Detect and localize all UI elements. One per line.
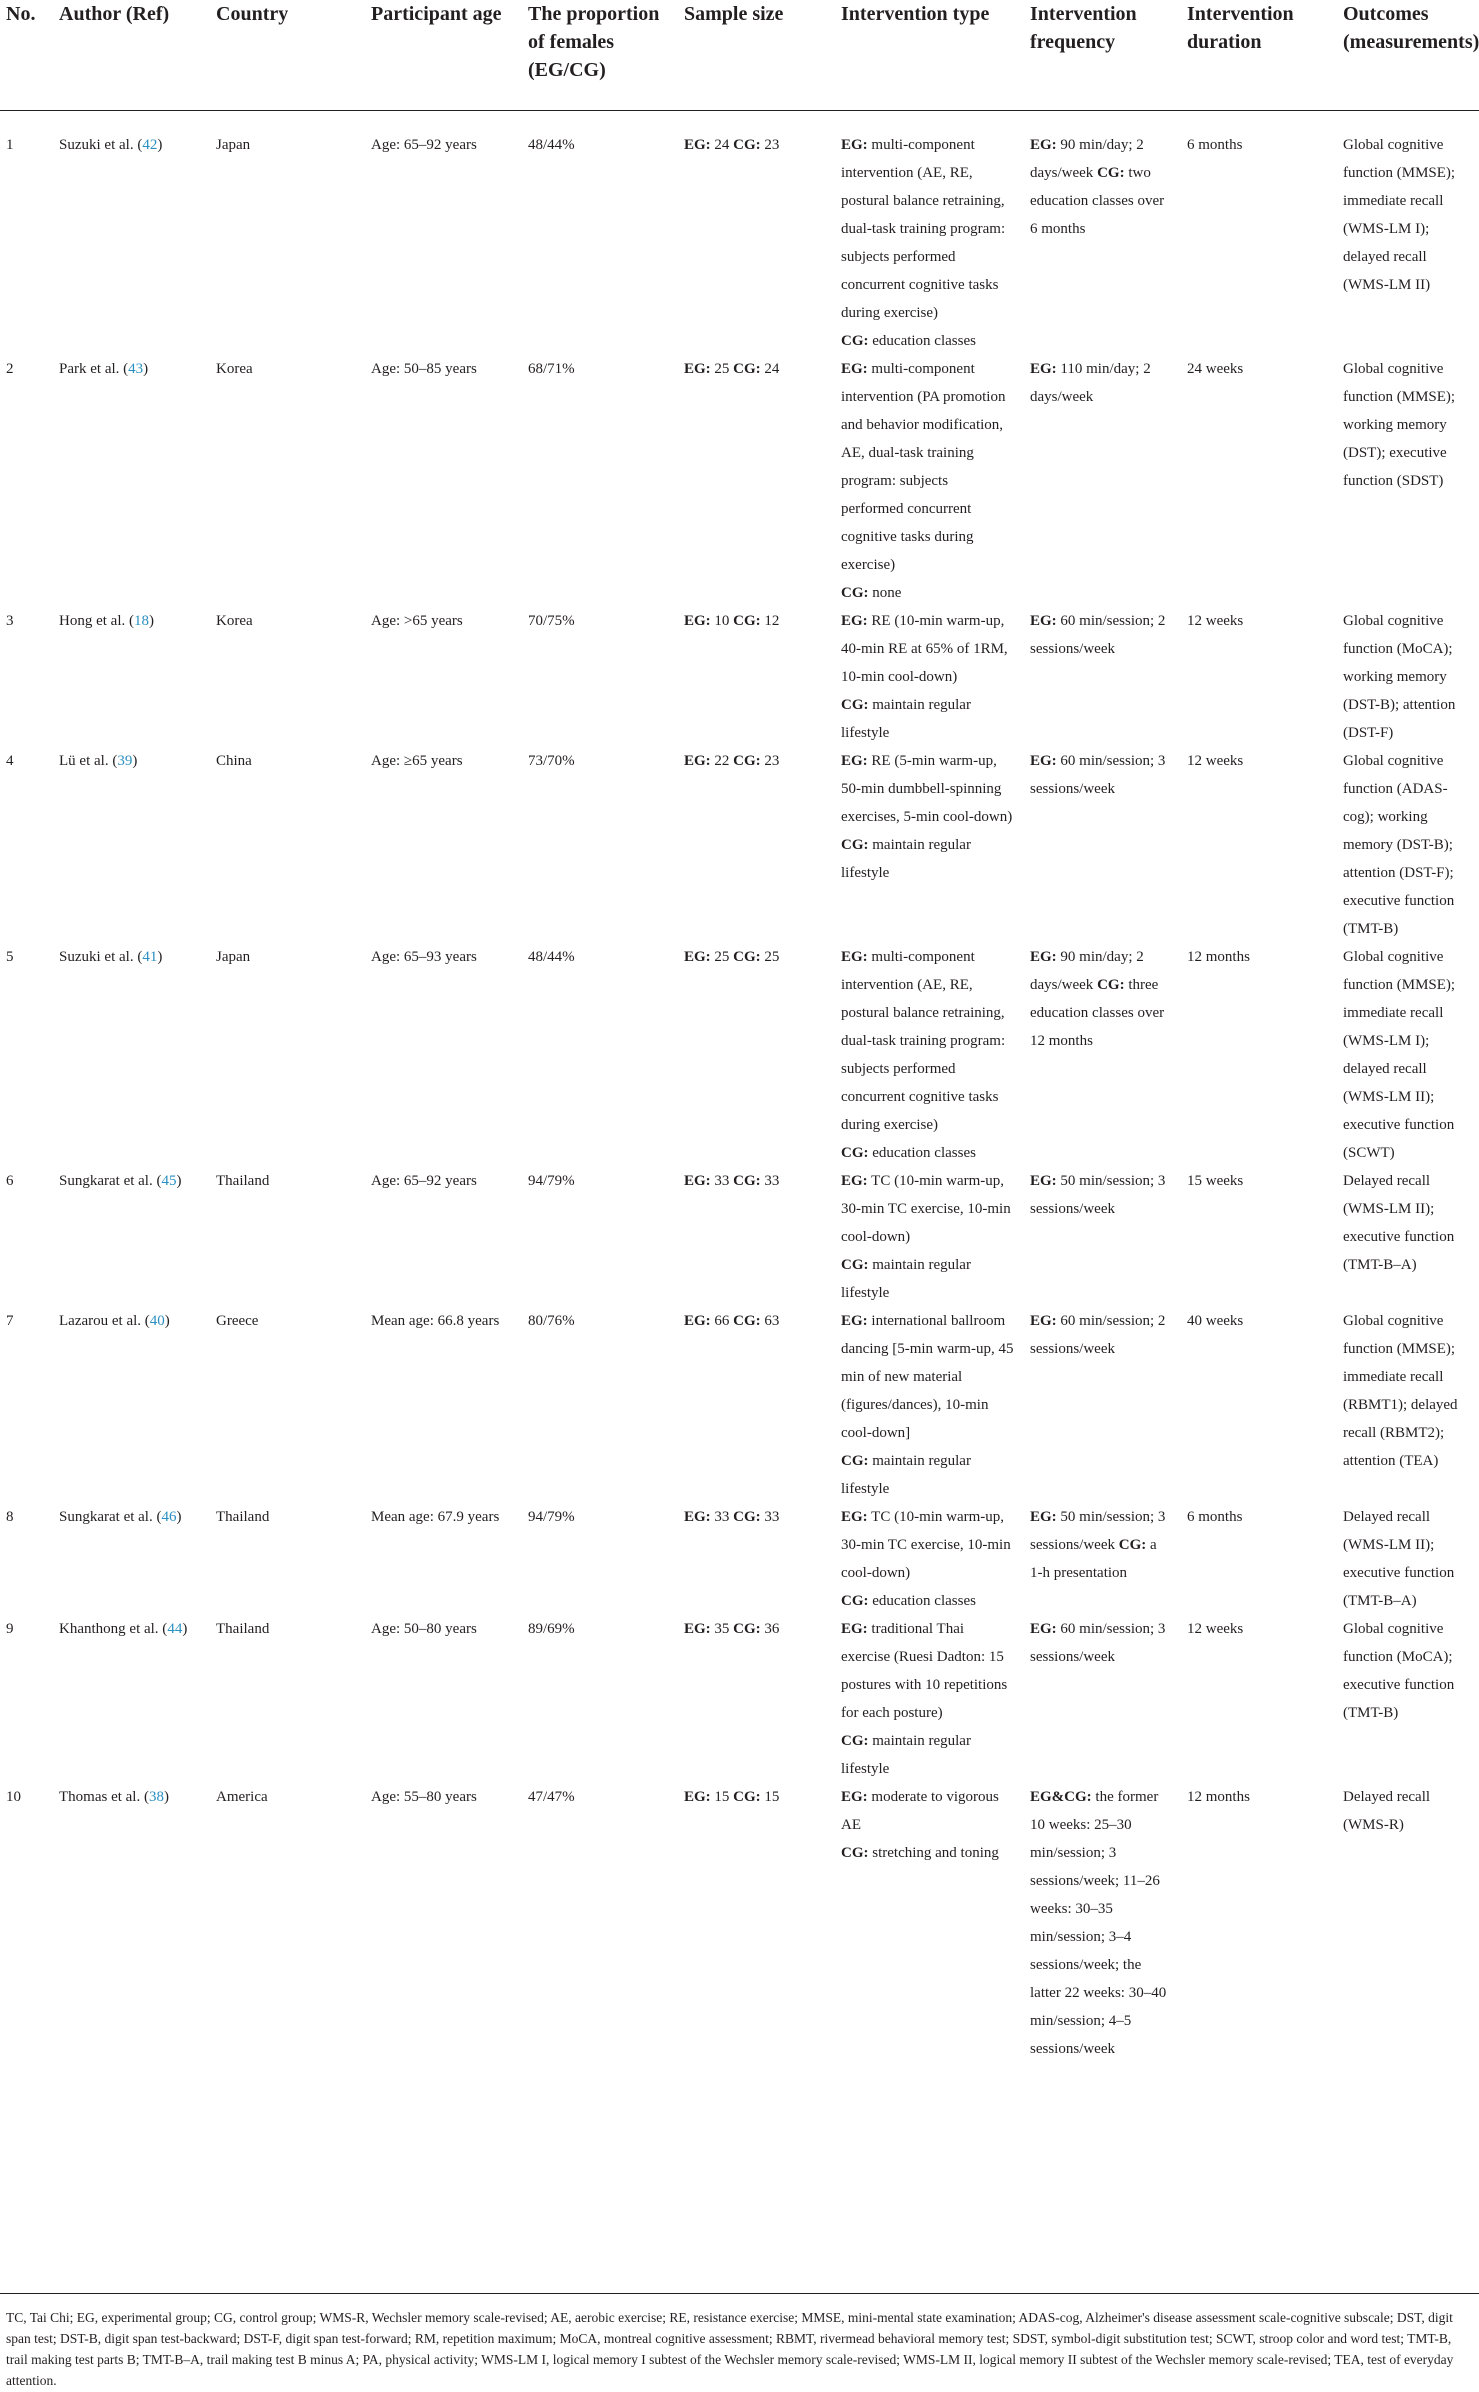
sample-cg-label: CG: (733, 1313, 761, 1329)
cell-sample-size (678, 1307, 835, 1503)
cell-intervention-duration: 40 weeks (1187, 1313, 1244, 1329)
cell-intervention-type (835, 1615, 1024, 1783)
sample-cg-value: 23 (764, 753, 780, 769)
intervention-cg (841, 1139, 1014, 1167)
author-name: Thomas et al. ( (59, 1789, 149, 1805)
cell-participant-age: Age: ≥65 years (371, 753, 463, 769)
intervention-cg-label: CG: (841, 333, 869, 349)
table-row (0, 1615, 1479, 1783)
column-header-no: No. (6, 3, 36, 25)
table-bottom-rule (0, 2293, 1479, 2294)
intervention-eg-text: moderate to vigorous AE (841, 1789, 999, 1833)
column-header-female-proportion: The proportion of females (EG/CG) (528, 3, 660, 81)
column-header-author: Author (Ref) (59, 3, 170, 25)
frequency-cg-text: a 1-h presentation (1030, 1537, 1157, 1581)
cell-intervention-duration: 12 weeks (1187, 613, 1244, 629)
column-header-intervention-duration: Intervention duration (1187, 3, 1294, 53)
intervention-cg-label: CG: (841, 1453, 869, 1469)
cell-intervention-type (835, 607, 1024, 747)
intervention-cg-text: education classes (872, 1145, 976, 1161)
reference-link[interactable]: 18 (133, 613, 149, 629)
cell-sample-size (678, 1503, 835, 1615)
cell-female-proportion: 80/76% (528, 1313, 575, 1329)
sample-eg-value: 10 (714, 613, 730, 629)
sample-eg-label: EG: (684, 1313, 711, 1329)
intervention-cg-text: maintain regular lifestyle (841, 1257, 971, 1301)
frequency-cg-label: CG: (1097, 165, 1125, 181)
sample-cg-value: 12 (764, 613, 780, 629)
sample-eg-label: EG: (684, 613, 711, 629)
frequency-eg-label: EG: (1030, 1621, 1057, 1637)
cell-intervention-type (835, 747, 1024, 943)
cell-author: Khanthong et al. (44) (59, 1621, 188, 1637)
intervention-eg (841, 355, 1014, 579)
sample-eg-value: 35 (714, 1621, 730, 1637)
frequency-eg-text: 90 min/day; 2 days/week (1030, 949, 1144, 993)
frequency-eg-text: 50 min/session; 3 sessions/week (1030, 1173, 1166, 1217)
cell-outcomes: Global cognitive function (MoCA); executive function (TMT-B) (1343, 1621, 1455, 1721)
cell-intervention-duration: 15 weeks (1187, 1173, 1244, 1189)
author-name: Lü et al. ( (59, 753, 118, 769)
column-header-sample-size: Sample size (684, 3, 784, 25)
cell-sample-size (678, 1167, 835, 1307)
intervention-eg-label: EG: (841, 949, 868, 965)
cell-participant-age: Mean age: 66.8 years (371, 1313, 500, 1329)
frequency-text (1030, 747, 1171, 803)
intervention-cg (841, 1727, 1014, 1783)
intervention-eg-label: EG: (841, 361, 868, 377)
cell-no: 5 (6, 949, 14, 965)
cell-no: 6 (6, 1173, 14, 1189)
intervention-cg-text: education classes (872, 333, 976, 349)
cell-no: 10 (6, 1789, 21, 1805)
sample-cg-label: CG: (733, 949, 761, 965)
intervention-eg (841, 1307, 1014, 1447)
sample-eg-label: EG: (684, 753, 711, 769)
table-row (0, 1783, 1479, 2063)
cell-country: Korea (216, 361, 253, 377)
sample-cg-value: 15 (764, 1789, 780, 1805)
sample-cg-value: 33 (764, 1509, 780, 1525)
frequency-eg-text: 60 min/session; 2 sessions/week (1030, 1313, 1166, 1357)
frequency-eg-text: 50 min/session; 3 sessions/week (1030, 1509, 1166, 1553)
frequency-eg-label: EG: (1030, 137, 1057, 153)
cell-country: China (216, 753, 252, 769)
sample-eg-value: 15 (714, 1789, 730, 1805)
reference-link[interactable]: 46 (161, 1509, 177, 1525)
intervention-cg (841, 691, 1014, 747)
reference-link[interactable]: 45 (161, 1173, 177, 1189)
cell-author: Suzuki et al. (41) (59, 949, 163, 965)
cell-country: Korea (216, 613, 253, 629)
intervention-cg (841, 1839, 1014, 1867)
table-row (0, 355, 1479, 607)
frequency-eg-label: EG: (1030, 1313, 1057, 1329)
sample-eg-value: 24 (714, 137, 730, 153)
frequency-text (1030, 1783, 1171, 2063)
cell-no: 9 (6, 1621, 14, 1637)
frequency-eg-label: EG: (1030, 1509, 1057, 1525)
intervention-eg-label: EG: (841, 1509, 868, 1525)
cell-author: Suzuki et al. (42) (59, 137, 163, 153)
sample-cg-label: CG: (733, 1173, 761, 1189)
reference-link[interactable]: 41 (142, 949, 158, 965)
intervention-eg-text: traditional Thai exercise (Ruesi Dadton: 15 postures with 10 repetitions for each posture) (841, 1621, 1008, 1721)
intervention-cg-text: maintain regular lifestyle (841, 697, 971, 741)
sample-cg-value: 36 (764, 1621, 780, 1637)
cell-intervention-duration: 12 weeks (1187, 1621, 1244, 1637)
intervention-eg-label: EG: (841, 137, 868, 153)
frequency-eg-text: 110 min/day; 2 days/week (1030, 361, 1151, 405)
cell-intervention-frequency (1024, 1615, 1181, 1783)
author-name: Suzuki et al. ( (59, 949, 143, 965)
sample-eg-value: 33 (714, 1173, 730, 1189)
frequency-cg-text: two education classes over 6 months (1030, 165, 1165, 237)
intervention-eg-text: multi-component intervention (AE, RE, postural balance retraining, dual-task training program: subjects performed concurrent cognitive tasks during exercise) (841, 137, 1006, 321)
cell-intervention-duration: 24 weeks (1187, 361, 1244, 377)
column-header-intervention-type: Intervention type (841, 3, 990, 25)
cell-intervention-type (835, 943, 1024, 1167)
sample-cg-value: 63 (764, 1313, 780, 1329)
cell-outcomes: Delayed recall (WMS-LM II); executive function (TMT-B–A) (1343, 1173, 1455, 1273)
frequency-text (1030, 943, 1171, 1055)
frequency-text (1030, 1167, 1171, 1223)
intervention-eg-label: EG: (841, 1173, 868, 1189)
cell-outcomes: Delayed recall (WMS-R) (1343, 1789, 1431, 1833)
cell-author: Thomas et al. (38) (59, 1789, 169, 1805)
cell-sample-size (678, 111, 835, 355)
intervention-eg-label: EG: (841, 613, 868, 629)
cell-intervention-frequency (1024, 747, 1181, 943)
author-name: Suzuki et al. ( (59, 137, 143, 153)
cell-female-proportion: 68/71% (528, 361, 575, 377)
sample-eg-value: 33 (714, 1509, 730, 1525)
cell-intervention-frequency (1024, 943, 1181, 1167)
sample-cg-value: 24 (764, 361, 780, 377)
author-name: Khanthong et al. ( (59, 1621, 168, 1637)
author-name: Sungkarat et al. ( (59, 1173, 162, 1189)
sample-cg-value: 33 (764, 1173, 780, 1189)
cell-female-proportion: 48/44% (528, 949, 575, 965)
sample-cg-label: CG: (733, 753, 761, 769)
cell-intervention-frequency (1024, 1167, 1181, 1307)
frequency-eg-text: 60 min/session; 3 sessions/week (1030, 753, 1166, 797)
intervention-cg-label: CG: (841, 1845, 869, 1861)
cell-outcomes: Global cognitive function (ADAS-cog); working memory (DST-B); attention (DST-F); executive function (TMT-B) (1343, 753, 1455, 937)
frequency-eg-label: EG: (1030, 949, 1057, 965)
reference-link[interactable]: 42 (142, 137, 158, 153)
cell-country: America (216, 1789, 268, 1805)
cell-intervention-duration: 6 months (1187, 137, 1243, 153)
cell-outcomes: Global cognitive function (MoCA); working memory (DST-B); attention (DST-F) (1343, 613, 1456, 741)
sample-cg-label: CG: (733, 1789, 761, 1805)
intervention-cg (841, 579, 1014, 607)
cell-country: Japan (216, 137, 251, 153)
cell-participant-age: Mean age: 67.9 years (371, 1509, 500, 1525)
intervention-cg-label: CG: (841, 837, 869, 853)
frequency-eg-text: 60 min/session; 2 sessions/week (1030, 613, 1166, 657)
sample-cg-label: CG: (733, 613, 761, 629)
intervention-eg (841, 1615, 1014, 1727)
cell-intervention-type (835, 1783, 1024, 2063)
cell-country: Thailand (216, 1509, 270, 1525)
cell-intervention-duration: 12 months (1187, 949, 1250, 965)
cell-sample-size (678, 1783, 835, 2063)
cell-author: Park et al. (43) (59, 361, 149, 377)
sample-eg-value: 25 (714, 949, 730, 965)
intervention-cg-text: stretching and toning (872, 1845, 999, 1861)
intervention-eg-label: EG: (841, 753, 868, 769)
table-header (0, 0, 1479, 111)
cell-outcomes: Global cognitive function (MMSE); immediate recall (WMS-LM I); delayed recall (WMS-LM II); executive function (SCWT) (1343, 949, 1456, 1161)
intervention-eg-text: RE (5-min warm-up, 50-min dumbbell-spinning exercises, 5-min cool-down) (841, 753, 1013, 825)
cell-participant-age: Age: 50–80 years (371, 1621, 477, 1637)
cell-author: Lazarou et al. (40) (59, 1313, 170, 1329)
cell-no: 3 (6, 613, 14, 629)
sample-eg-label: EG: (684, 1173, 711, 1189)
cell-sample-size (678, 747, 835, 943)
intervention-eg (841, 747, 1014, 831)
intervention-eg-label: EG: (841, 1789, 868, 1805)
intervention-cg (841, 831, 1014, 887)
frequency-text (1030, 1615, 1171, 1671)
intervention-eg (841, 1783, 1014, 1839)
intervention-eg-text: multi-component intervention (AE, RE, postural balance retraining, dual-task training program: subjects performed concurrent cognitive tasks during exercise) (841, 949, 1006, 1133)
sample-eg-label: EG: (684, 1621, 711, 1637)
cell-female-proportion: 47/47% (528, 1789, 575, 1805)
cell-author: Hong et al. (18) (59, 613, 154, 629)
intervention-cg-text: maintain regular lifestyle (841, 1733, 971, 1777)
cell-outcomes: Global cognitive function (MMSE); immediate recall (RBMT1); delayed recall (RBMT2); attention (TEA) (1343, 1313, 1458, 1469)
frequency-text (1030, 1503, 1171, 1587)
frequency-cg-text: three education classes over 12 months (1030, 977, 1165, 1049)
sample-eg-label: EG: (684, 361, 711, 377)
cell-intervention-type (835, 111, 1024, 355)
cell-sample-size (678, 355, 835, 607)
sample-eg-label: EG: (684, 137, 711, 153)
intervention-eg-label: EG: (841, 1313, 868, 1329)
cell-female-proportion: 94/79% (528, 1173, 575, 1189)
cell-intervention-frequency (1024, 607, 1181, 747)
cell-participant-age: Age: 65–92 years (371, 137, 477, 153)
intervention-eg-text: RE (10-min warm-up, 40-min RE at 65% of 1RM, 10-min cool-down) (841, 613, 1008, 685)
table-row (0, 1167, 1479, 1307)
intervention-eg-text: TC (10-min warm-up, 30-min TC exercise, 10-min cool-down) (841, 1509, 1011, 1581)
cell-intervention-frequency (1024, 1783, 1181, 2063)
reference-link[interactable]: 43 (128, 361, 144, 377)
frequency-eg-label: EG: (1030, 753, 1057, 769)
cell-outcomes: Global cognitive function (MMSE); immediate recall (WMS-LM I); delayed recall (WMS-LM II) (1343, 137, 1456, 293)
intervention-cg-label: CG: (841, 1733, 869, 1749)
table-row (0, 1307, 1479, 1503)
sample-eg-label: EG: (684, 1789, 711, 1805)
cell-intervention-type (835, 355, 1024, 607)
frequency-eg-text: the former 10 weeks: 25–30 min/session; 3 sessions/week; 11–26 weeks: 30–35 min/session; 3–4 sessions/week; the latter 22 weeks: 30–40 min/session; 4–5 sessions/week (1030, 1789, 1167, 2057)
cell-country: Greece (216, 1313, 259, 1329)
sample-cg-label: CG: (733, 361, 761, 377)
cell-intervention-frequency (1024, 355, 1181, 607)
intervention-cg-text: education classes (872, 1593, 976, 1609)
table-row (0, 747, 1479, 943)
frequency-eg-text: 60 min/session; 3 sessions/week (1030, 1621, 1166, 1665)
intervention-eg-text: TC (10-min warm-up, 30-min TC exercise, 10-min cool-down) (841, 1173, 1011, 1245)
table-row (0, 111, 1479, 355)
cell-intervention-duration: 6 months (1187, 1509, 1243, 1525)
intervention-eg (841, 131, 1014, 327)
cell-participant-age: Age: 50–85 years (371, 361, 477, 377)
cell-no: 8 (6, 1509, 14, 1525)
sample-cg-label: CG: (733, 1509, 761, 1525)
frequency-eg-label: EG: (1030, 1173, 1057, 1189)
sample-eg-value: 25 (714, 361, 730, 377)
intervention-cg-label: CG: (841, 697, 869, 713)
reference-link[interactable]: 39 (117, 753, 133, 769)
reference-link[interactable]: 38 (148, 1789, 164, 1805)
sample-cg-label: CG: (733, 1621, 761, 1637)
frequency-eg-label: EG: (1030, 613, 1057, 629)
reference-link[interactable]: 40 (149, 1313, 165, 1329)
sample-eg-label: EG: (684, 1509, 711, 1525)
frequency-text (1030, 607, 1171, 663)
intervention-cg-label: CG: (841, 1257, 869, 1273)
author-name: Hong et al. ( (59, 613, 134, 629)
cell-participant-age: Age: 65–93 years (371, 949, 477, 965)
sample-eg-value: 22 (714, 753, 730, 769)
frequency-text (1030, 355, 1171, 411)
frequency-text (1030, 131, 1171, 243)
intervention-cg-text: maintain regular lifestyle (841, 837, 971, 881)
intervention-eg-label: EG: (841, 1621, 868, 1637)
intervention-eg-text: multi-component intervention (PA promotion and behavior modification, AE, dual-task training program: subjects performed concurrent cognitive tasks during exercise) (841, 361, 1006, 573)
cell-intervention-type (835, 1167, 1024, 1307)
cell-female-proportion: 48/44% (528, 137, 575, 153)
intervention-cg (841, 1447, 1014, 1503)
intervention-cg-label: CG: (841, 585, 869, 601)
cell-intervention-frequency (1024, 1503, 1181, 1615)
sample-eg-label: EG: (684, 949, 711, 965)
author-name: Sungkarat et al. ( (59, 1509, 162, 1525)
cell-female-proportion: 94/79% (528, 1509, 575, 1525)
intervention-cg-text: none (872, 585, 902, 601)
cell-outcomes: Global cognitive function (MMSE); working memory (DST); executive function (SDST) (1343, 361, 1456, 489)
sample-cg-value: 23 (764, 137, 780, 153)
intervention-eg (841, 1503, 1014, 1587)
table-row (0, 607, 1479, 747)
cell-intervention-type (835, 1503, 1024, 1615)
reference-link[interactable]: 44 (167, 1621, 183, 1637)
cell-female-proportion: 70/75% (528, 613, 575, 629)
cell-no: 7 (6, 1313, 14, 1329)
sample-cg-label: CG: (733, 137, 761, 153)
cell-country: Japan (216, 949, 251, 965)
frequency-cg-label: CG: (1097, 977, 1125, 993)
column-header-country: Country (216, 3, 289, 25)
column-header-intervention-frequency: Intervention frequency (1030, 3, 1137, 53)
intervention-cg (841, 1587, 1014, 1615)
intervention-cg-text: maintain regular lifestyle (841, 1453, 971, 1497)
cell-participant-age: Age: >65 years (371, 613, 463, 629)
cell-no: 1 (6, 137, 14, 153)
intervention-eg (841, 607, 1014, 691)
frequency-text (1030, 1307, 1171, 1363)
cell-outcomes: Delayed recall (WMS-LM II); executive function (TMT-B–A) (1343, 1509, 1455, 1609)
table-body (0, 111, 1479, 2063)
column-header-outcomes: Outcomes (measurements) (1343, 3, 1479, 53)
cell-participant-age: Age: 65–92 years (371, 1173, 477, 1189)
frequency-cg-label: CG: (1118, 1537, 1147, 1553)
table-footnote: TC, Tai Chi; EG, experimental group; CG, control group; WMS-R, Wechsler memory scale-revised; AE, aerobic exercise; RE, resistance exercise; MMSE, mini-mental state examination; ADAS-cog, Alzheimer's disease assessment scale-cognitive subscale; DST, digit span test; DST-B, digit span test-backward; DST-F, digit span test-forward; RM, repetition maximum; MoCA, montreal cognitive assessment; RBMT, rivermead behavioral memory test; SDST, symbol-digit substitution test; SCWT, stroop color and word test; TMT-B, trail making test parts B; TMT-B–A, trail making test B minus A; PA, physical activity; WMS-LM I, logical memory I subtest of the Wechsler memory scale-revised; WMS-LM II, logical memory II subtest of the Wechsler memory scale-revised; TEA, test of everyday attention. (6, 2310, 1454, 2388)
cell-female-proportion: 89/69% (528, 1621, 575, 1637)
cell-no: 2 (6, 361, 14, 377)
intervention-eg (841, 1167, 1014, 1251)
cell-country: Thailand (216, 1621, 270, 1637)
cell-sample-size (678, 943, 835, 1167)
frequency-eg-label: EG&CG: (1030, 1789, 1092, 1805)
frequency-eg-label: EG: (1030, 361, 1057, 377)
intervention-cg-label: CG: (841, 1593, 869, 1609)
cell-intervention-type (835, 1307, 1024, 1503)
author-name: Lazarou et al. ( (59, 1313, 150, 1329)
column-header-participant-age: Participant age (371, 3, 502, 25)
cell-author: Sungkarat et al. (45) (59, 1173, 182, 1189)
cell-sample-size (678, 1615, 835, 1783)
table-row (0, 943, 1479, 1167)
intervention-eg-text: international ballroom dancing [5-min warm-up, 45 min of new material (figures/dances), 10-min cool-down] (841, 1313, 1014, 1441)
intervention-cg (841, 1251, 1014, 1307)
intervention-eg (841, 943, 1014, 1139)
cell-intervention-duration: 12 weeks (1187, 753, 1244, 769)
frequency-eg-text: 90 min/day; 2 days/week (1030, 137, 1144, 181)
cell-intervention-duration: 12 months (1187, 1789, 1250, 1805)
author-name: Park et al. ( (59, 361, 129, 377)
cell-intervention-frequency (1024, 1307, 1181, 1503)
cell-intervention-frequency (1024, 111, 1181, 355)
intervention-cg (841, 327, 1014, 355)
cell-sample-size (678, 607, 835, 747)
cell-participant-age: Age: 55–80 years (371, 1789, 477, 1805)
cell-female-proportion: 73/70% (528, 753, 575, 769)
sample-eg-value: 66 (714, 1313, 730, 1329)
intervention-cg-label: CG: (841, 1145, 869, 1161)
cell-country: Thailand (216, 1173, 270, 1189)
cell-author: Sungkarat et al. (46) (59, 1509, 182, 1525)
cell-no: 4 (6, 753, 14, 769)
sample-cg-value: 25 (764, 949, 780, 965)
cell-author: Lü et al. (39) (59, 753, 138, 769)
table-row (0, 1503, 1479, 1615)
